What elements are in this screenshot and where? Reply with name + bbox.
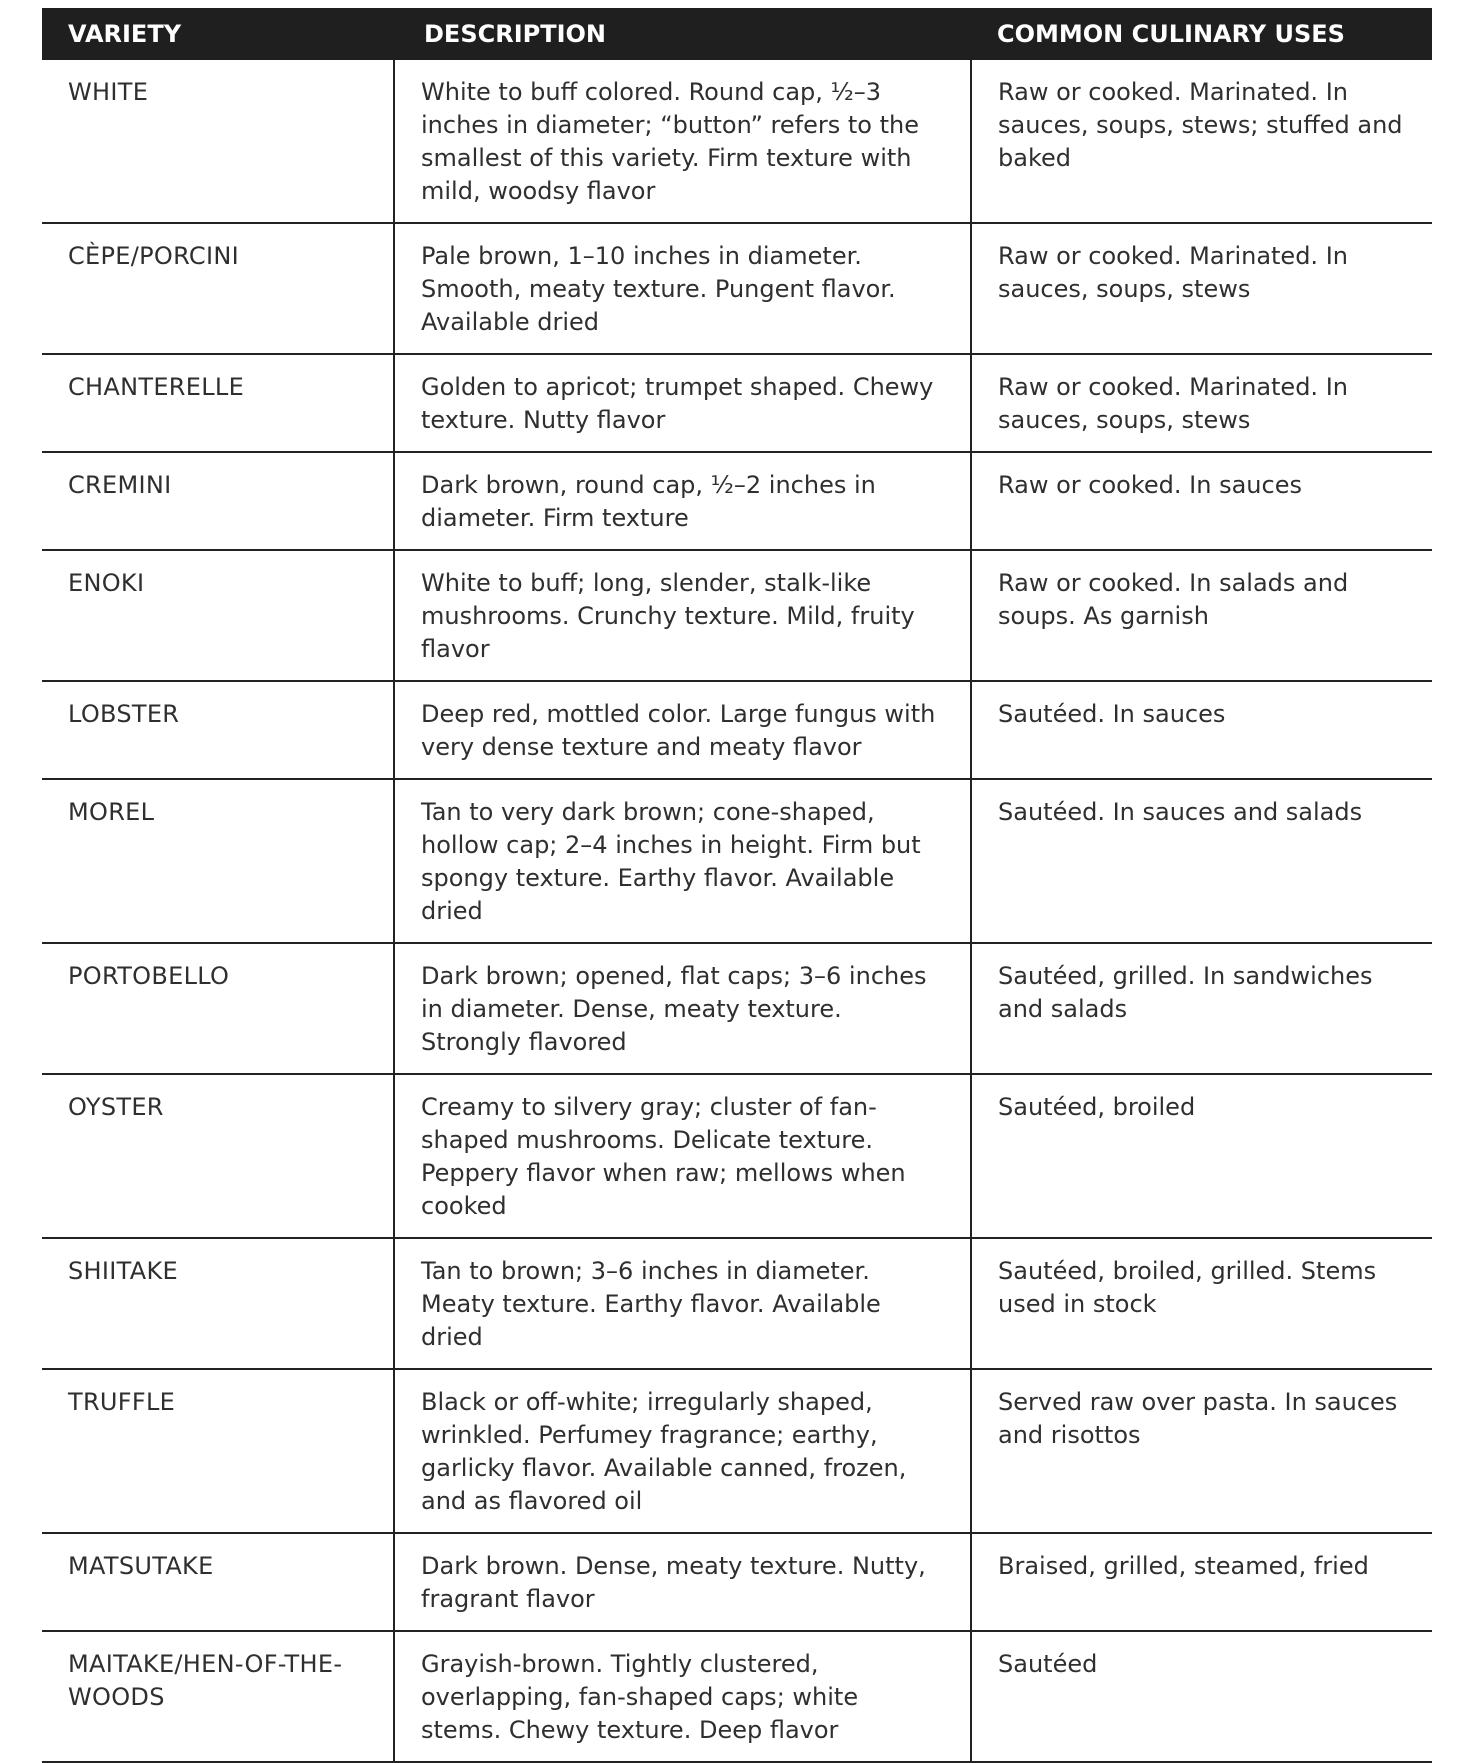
variety-cell: SHIITAKE [42,1238,394,1369]
header-row [42,8,1432,60]
culinary-uses-cell: Sautéed, broiled [971,1074,1432,1238]
table-row [42,681,1432,779]
table-row [42,550,1432,681]
culinary-uses-cell: Raw or cooked. Marinated. In sauces, soups, stews [971,223,1432,354]
variety-cell: CÈPE/PORCINI [42,223,394,354]
table-row [42,452,1432,550]
culinary-uses-cell: Raw or cooked. Marinated. In sauces, soups, stews; stuffed and baked [971,60,1432,223]
variety-cell: WHITE [42,60,394,223]
culinary-uses-cell: Sautéed, broiled, grilled. Stems used in stock [971,1238,1432,1369]
table-row [42,60,1432,223]
description-cell: White to buff colored. Round cap, ½–3 inches in diameter; “button” refers to the smallest of this variety. Firm texture with mild, woodsy flavor [394,60,971,223]
table-row [42,1238,1432,1369]
description-cell: Black or off-white; irregularly shaped, wrinkled. Perfumey fragrance; earthy, garlicky flavor. Available canned, frozen, and as flavored oil [394,1369,971,1533]
culinary-uses-cell: Served raw over pasta. In sauces and risottos [971,1369,1432,1533]
culinary-uses-cell: Raw or cooked. In salads and soups. As garnish [971,550,1432,681]
variety-cell: MOREL [42,779,394,943]
variety-cell: CREMINI [42,452,394,550]
culinary-uses-cell: Sautéed [971,1631,1432,1762]
variety-cell: ENOKI [42,550,394,681]
description-cell: Pale brown, 1–10 inches in diameter. Smooth, meaty texture. Pungent flavor. Available dried [394,223,971,354]
culinary-uses-cell: Sautéed. In sauces [971,681,1432,779]
table-row [42,1074,1432,1238]
table-row [42,1369,1432,1533]
variety-cell: TRUFFLE [42,1369,394,1533]
variety-cell: PORTOBELLO [42,943,394,1074]
header-description: DESCRIPTION [394,8,971,60]
culinary-uses-cell: Raw or cooked. In sauces [971,452,1432,550]
table-row [42,779,1432,943]
variety-cell: MATSUTAKE [42,1533,394,1631]
table-row [42,1533,1432,1631]
table-row [42,1631,1432,1762]
table-body [42,60,1432,1762]
variety-cell: OYSTER [42,1074,394,1238]
variety-cell: LOBSTER [42,681,394,779]
table-row [42,354,1432,452]
culinary-uses-cell: Braised, grilled, steamed, fried [971,1533,1432,1631]
description-cell: Tan to brown; 3–6 inches in diameter. Meaty texture. Earthy flavor. Available dried [394,1238,971,1369]
header-culinary-uses: COMMON CULINARY USES [971,8,1432,60]
variety-cell: CHANTERELLE [42,354,394,452]
table-header [42,8,1432,60]
culinary-uses-cell: Sautéed, grilled. In sandwiches and salads [971,943,1432,1074]
variety-cell: MAITAKE/HEN-OF-THE-WOODS [42,1631,394,1762]
description-cell: Tan to very dark brown; cone-shaped, hollow cap; 2–4 inches in height. Firm but spongy texture. Earthy flavor. Available dried [394,779,971,943]
header-variety: VARIETY [42,8,394,60]
description-cell: Grayish-brown. Tightly clustered, overlapping, fan-shaped caps; white stems. Chewy texture. Deep flavor [394,1631,971,1762]
description-cell: White to buff; long, slender, stalk-like mushrooms. Crunchy texture. Mild, fruity flavor [394,550,971,681]
description-cell: Dark brown; opened, flat caps; 3–6 inches in diameter. Dense, meaty texture. Strongly flavored [394,943,971,1074]
description-cell: Creamy to silvery gray; cluster of fan-shaped mushrooms. Delicate texture. Peppery flavor when raw; mellows when cooked [394,1074,971,1238]
culinary-uses-cell: Sautéed. In sauces and salads [971,779,1432,943]
table-row [42,943,1432,1074]
description-cell: Dark brown. Dense, meaty texture. Nutty, fragrant flavor [394,1533,971,1631]
description-cell: Dark brown, round cap, ½–2 inches in diameter. Firm texture [394,452,971,550]
culinary-uses-cell: Raw or cooked. Marinated. In sauces, soups, stews [971,354,1432,452]
mushroom-varieties-table [42,8,1432,1763]
description-cell: Golden to apricot; trumpet shaped. Chewy texture. Nutty flavor [394,354,971,452]
table-row [42,223,1432,354]
description-cell: Deep red, mottled color. Large fungus with very dense texture and meaty flavor [394,681,971,779]
